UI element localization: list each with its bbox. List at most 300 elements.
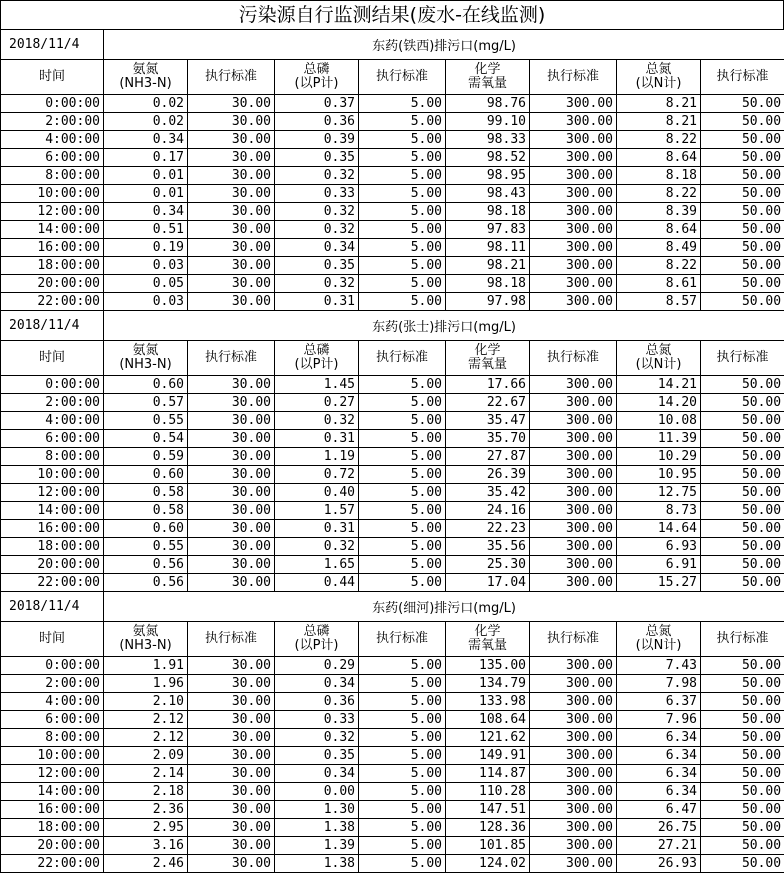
value-cell: 30.00: [188, 448, 275, 466]
value-cell: 300.00: [530, 502, 617, 520]
value-cell: 14.21: [617, 376, 701, 394]
value-cell: 30.00: [188, 185, 275, 203]
value-cell: 5.00: [359, 430, 446, 448]
value-cell: 12.75: [617, 484, 701, 502]
column-header: 执行标准: [359, 622, 446, 657]
value-cell: 0.58: [104, 484, 188, 502]
column-header: 总磷 (以P计): [275, 60, 359, 95]
time-cell: 10:00:00: [1, 466, 104, 484]
value-cell: 22.23: [446, 520, 530, 538]
value-cell: 135.00: [446, 657, 530, 675]
value-cell: 0.02: [104, 113, 188, 131]
value-cell: 0.35: [275, 149, 359, 167]
value-cell: 17.04: [446, 574, 530, 592]
value-cell: 30.00: [188, 167, 275, 185]
value-cell: 5.00: [359, 448, 446, 466]
value-cell: 2.36: [104, 801, 188, 819]
value-cell: 0.35: [275, 257, 359, 275]
value-cell: 2.14: [104, 765, 188, 783]
value-cell: 30.00: [188, 221, 275, 239]
column-header: 时间: [1, 60, 104, 95]
time-cell: 8:00:00: [1, 729, 104, 747]
value-cell: 6.37: [617, 693, 701, 711]
table-row: [1, 657, 784, 675]
value-cell: 30.00: [188, 293, 275, 311]
time-cell: 14:00:00: [1, 502, 104, 520]
value-cell: 30.00: [188, 131, 275, 149]
value-cell: 98.18: [446, 275, 530, 293]
time-cell: 2:00:00: [1, 113, 104, 131]
table-row: [1, 711, 784, 729]
time-cell: 6:00:00: [1, 430, 104, 448]
value-cell: 30.00: [188, 502, 275, 520]
value-cell: 5.00: [359, 556, 446, 574]
value-cell: 0.29: [275, 657, 359, 675]
value-cell: 1.65: [275, 556, 359, 574]
value-cell: 15.27: [617, 574, 701, 592]
value-cell: 26.75: [617, 819, 701, 837]
value-cell: 300.00: [530, 95, 617, 113]
value-cell: 300.00: [530, 239, 617, 257]
value-cell: 300.00: [530, 185, 617, 203]
column-header-row: [1, 622, 784, 657]
value-cell: 8.22: [617, 185, 701, 203]
time-cell: 14:00:00: [1, 221, 104, 239]
value-cell: 50.00: [701, 729, 784, 747]
value-cell: 50.00: [701, 520, 784, 538]
time-cell: 0:00:00: [1, 95, 104, 113]
value-cell: 50.00: [701, 675, 784, 693]
value-cell: 50.00: [701, 693, 784, 711]
value-cell: 5.00: [359, 675, 446, 693]
value-cell: 50.00: [701, 801, 784, 819]
column-header: 化学 需氧量: [446, 622, 530, 657]
value-cell: 35.47: [446, 412, 530, 430]
value-cell: 300.00: [530, 819, 617, 837]
value-cell: 108.64: [446, 711, 530, 729]
value-cell: 50.00: [701, 657, 784, 675]
value-cell: 7.96: [617, 711, 701, 729]
value-cell: 300.00: [530, 520, 617, 538]
value-cell: 121.62: [446, 729, 530, 747]
value-cell: 25.30: [446, 556, 530, 574]
value-cell: 2.09: [104, 747, 188, 765]
value-cell: 35.56: [446, 538, 530, 556]
value-cell: 5.00: [359, 239, 446, 257]
value-cell: 27.87: [446, 448, 530, 466]
value-cell: 98.21: [446, 257, 530, 275]
value-cell: 50.00: [701, 747, 784, 765]
value-cell: 300.00: [530, 448, 617, 466]
value-cell: 2.18: [104, 783, 188, 801]
value-cell: 0.34: [275, 765, 359, 783]
time-cell: 4:00:00: [1, 412, 104, 430]
value-cell: 5.00: [359, 257, 446, 275]
value-cell: 300.00: [530, 747, 617, 765]
value-cell: 50.00: [701, 448, 784, 466]
column-header: 总氮 (以N计): [617, 60, 701, 95]
table-row: [1, 801, 784, 819]
value-cell: 50.00: [701, 765, 784, 783]
table-row: [1, 430, 784, 448]
table-row: [1, 538, 784, 556]
value-cell: 30.00: [188, 412, 275, 430]
report-title: 污染源自行监测结果(废水-在线监测): [0, 0, 784, 29]
value-cell: 2.10: [104, 693, 188, 711]
value-cell: 30.00: [188, 95, 275, 113]
table-row: [1, 221, 784, 239]
value-cell: 1.96: [104, 675, 188, 693]
value-cell: 0.36: [275, 693, 359, 711]
value-cell: 5.00: [359, 819, 446, 837]
section-header-row: [1, 30, 784, 60]
value-cell: 0.31: [275, 520, 359, 538]
value-cell: 26.93: [617, 855, 701, 873]
value-cell: 300.00: [530, 538, 617, 556]
value-cell: 30.00: [188, 801, 275, 819]
value-cell: 300.00: [530, 203, 617, 221]
value-cell: 2.46: [104, 855, 188, 873]
table-row: [1, 239, 784, 257]
value-cell: 98.52: [446, 149, 530, 167]
value-cell: 98.76: [446, 95, 530, 113]
value-cell: 98.33: [446, 131, 530, 149]
value-cell: 0.03: [104, 293, 188, 311]
value-cell: 30.00: [188, 239, 275, 257]
value-cell: 8.39: [617, 203, 701, 221]
value-cell: 110.28: [446, 783, 530, 801]
value-cell: 3.16: [104, 837, 188, 855]
value-cell: 0.39: [275, 131, 359, 149]
value-cell: 6.93: [617, 538, 701, 556]
value-cell: 0.55: [104, 412, 188, 430]
value-cell: 30.00: [188, 257, 275, 275]
value-cell: 300.00: [530, 837, 617, 855]
value-cell: 50.00: [701, 95, 784, 113]
column-header: 执行标准: [530, 60, 617, 95]
value-cell: 50.00: [701, 113, 784, 131]
value-cell: 30.00: [188, 203, 275, 221]
value-cell: 1.45: [275, 376, 359, 394]
value-cell: 300.00: [530, 412, 617, 430]
value-cell: 5.00: [359, 113, 446, 131]
value-cell: 30.00: [188, 113, 275, 131]
value-cell: 6.34: [617, 747, 701, 765]
value-cell: 5.00: [359, 538, 446, 556]
value-cell: 8.57: [617, 293, 701, 311]
value-cell: 300.00: [530, 675, 617, 693]
value-cell: 98.11: [446, 239, 530, 257]
column-header: 氨氮 (NH3-N): [104, 622, 188, 657]
time-cell: 18:00:00: [1, 257, 104, 275]
value-cell: 5.00: [359, 801, 446, 819]
value-cell: 50.00: [701, 185, 784, 203]
column-header: 执行标准: [188, 60, 275, 95]
table-row: [1, 574, 784, 592]
value-cell: 8.49: [617, 239, 701, 257]
value-cell: 300.00: [530, 257, 617, 275]
time-cell: 0:00:00: [1, 657, 104, 675]
section-date: 2018/11/4: [1, 592, 104, 622]
value-cell: 0.56: [104, 574, 188, 592]
table-row: [1, 747, 784, 765]
value-cell: 50.00: [701, 221, 784, 239]
table-row: [1, 855, 784, 873]
column-header: 氨氮 (NH3-N): [104, 341, 188, 376]
value-cell: 0.40: [275, 484, 359, 502]
value-cell: 147.51: [446, 801, 530, 819]
value-cell: 0.17: [104, 149, 188, 167]
value-cell: 6.34: [617, 765, 701, 783]
value-cell: 50.00: [701, 837, 784, 855]
value-cell: 0.60: [104, 466, 188, 484]
value-cell: 50.00: [701, 376, 784, 394]
value-cell: 30.00: [188, 275, 275, 293]
value-cell: 8.21: [617, 95, 701, 113]
value-cell: 30.00: [188, 149, 275, 167]
value-cell: 0.27: [275, 394, 359, 412]
column-header: 氨氮 (NH3-N): [104, 60, 188, 95]
table-row: [1, 131, 784, 149]
time-cell: 20:00:00: [1, 837, 104, 855]
column-header: 执行标准: [701, 341, 784, 376]
value-cell: 30.00: [188, 693, 275, 711]
value-cell: 50.00: [701, 783, 784, 801]
value-cell: 101.85: [446, 837, 530, 855]
value-cell: 0.60: [104, 520, 188, 538]
value-cell: 0.44: [275, 574, 359, 592]
value-cell: 98.18: [446, 203, 530, 221]
value-cell: 0.37: [275, 95, 359, 113]
value-cell: 300.00: [530, 131, 617, 149]
value-cell: 0.34: [275, 675, 359, 693]
value-cell: 50.00: [701, 149, 784, 167]
time-cell: 22:00:00: [1, 293, 104, 311]
value-cell: 0.05: [104, 275, 188, 293]
value-cell: 5.00: [359, 131, 446, 149]
value-cell: 0.72: [275, 466, 359, 484]
value-cell: 300.00: [530, 783, 617, 801]
value-cell: 300.00: [530, 293, 617, 311]
value-cell: 1.38: [275, 855, 359, 873]
value-cell: 50.00: [701, 257, 784, 275]
time-cell: 12:00:00: [1, 484, 104, 502]
value-cell: 300.00: [530, 801, 617, 819]
value-cell: 50.00: [701, 538, 784, 556]
value-cell: 97.98: [446, 293, 530, 311]
value-cell: 30.00: [188, 711, 275, 729]
column-header: 总氮 (以N计): [617, 622, 701, 657]
value-cell: 5.00: [359, 855, 446, 873]
value-cell: 30.00: [188, 466, 275, 484]
value-cell: 2.12: [104, 711, 188, 729]
value-cell: 5.00: [359, 167, 446, 185]
value-cell: 30.00: [188, 430, 275, 448]
time-cell: 20:00:00: [1, 556, 104, 574]
value-cell: 1.91: [104, 657, 188, 675]
value-cell: 5.00: [359, 574, 446, 592]
value-cell: 10.29: [617, 448, 701, 466]
value-cell: 8.22: [617, 131, 701, 149]
value-cell: 50.00: [701, 394, 784, 412]
time-cell: 2:00:00: [1, 394, 104, 412]
value-cell: 6.34: [617, 783, 701, 801]
value-cell: 0.02: [104, 95, 188, 113]
column-header: 执行标准: [701, 622, 784, 657]
value-cell: 30.00: [188, 747, 275, 765]
value-cell: 10.08: [617, 412, 701, 430]
table-row: [1, 765, 784, 783]
time-cell: 16:00:00: [1, 239, 104, 257]
table-row: [1, 837, 784, 855]
value-cell: 124.02: [446, 855, 530, 873]
value-cell: 300.00: [530, 556, 617, 574]
value-cell: 8.61: [617, 275, 701, 293]
value-cell: 26.39: [446, 466, 530, 484]
value-cell: 30.00: [188, 520, 275, 538]
value-cell: 5.00: [359, 95, 446, 113]
value-cell: 0.32: [275, 412, 359, 430]
value-cell: 0.00: [275, 783, 359, 801]
value-cell: 114.87: [446, 765, 530, 783]
table-row: [1, 520, 784, 538]
value-cell: 7.98: [617, 675, 701, 693]
column-header: 总磷 (以P计): [275, 341, 359, 376]
column-header: 时间: [1, 622, 104, 657]
value-cell: 50.00: [701, 466, 784, 484]
time-cell: 12:00:00: [1, 765, 104, 783]
value-cell: 99.10: [446, 113, 530, 131]
table-row: [1, 257, 784, 275]
value-cell: 35.70: [446, 430, 530, 448]
column-header: 执行标准: [530, 341, 617, 376]
value-cell: 5.00: [359, 149, 446, 167]
value-cell: 17.66: [446, 376, 530, 394]
value-cell: 0.32: [275, 203, 359, 221]
value-cell: 300.00: [530, 466, 617, 484]
value-cell: 50.00: [701, 556, 784, 574]
value-cell: 50.00: [701, 819, 784, 837]
value-cell: 5.00: [359, 729, 446, 747]
column-header: 总氮 (以N计): [617, 341, 701, 376]
value-cell: 5.00: [359, 203, 446, 221]
value-cell: 50.00: [701, 412, 784, 430]
table-row: [1, 729, 784, 747]
value-cell: 5.00: [359, 275, 446, 293]
table-row: [1, 783, 784, 801]
time-cell: 10:00:00: [1, 747, 104, 765]
value-cell: 0.32: [275, 729, 359, 747]
value-cell: 24.16: [446, 502, 530, 520]
column-header-row: [1, 341, 784, 376]
value-cell: 300.00: [530, 484, 617, 502]
time-cell: 16:00:00: [1, 801, 104, 819]
table-row: [1, 95, 784, 113]
value-cell: 11.39: [617, 430, 701, 448]
value-cell: 0.32: [275, 221, 359, 239]
table-row: [1, 675, 784, 693]
value-cell: 0.33: [275, 711, 359, 729]
value-cell: 5.00: [359, 765, 446, 783]
table-row: [1, 412, 784, 430]
value-cell: 5.00: [359, 520, 446, 538]
value-cell: 2.12: [104, 729, 188, 747]
value-cell: 1.38: [275, 819, 359, 837]
value-cell: 0.34: [275, 239, 359, 257]
value-cell: 300.00: [530, 167, 617, 185]
value-cell: 0.54: [104, 430, 188, 448]
value-cell: 30.00: [188, 394, 275, 412]
value-cell: 50.00: [701, 430, 784, 448]
section-header-row: [1, 592, 784, 622]
value-cell: 35.42: [446, 484, 530, 502]
value-cell: 5.00: [359, 837, 446, 855]
value-cell: 30.00: [188, 574, 275, 592]
value-cell: 5.00: [359, 693, 446, 711]
column-header: 执行标准: [188, 622, 275, 657]
column-header: 化学 需氧量: [446, 60, 530, 95]
column-header: 总磷 (以P计): [275, 622, 359, 657]
time-cell: 8:00:00: [1, 448, 104, 466]
value-cell: 5.00: [359, 221, 446, 239]
value-cell: 8.64: [617, 221, 701, 239]
value-cell: 30.00: [188, 657, 275, 675]
value-cell: 133.98: [446, 693, 530, 711]
value-cell: 300.00: [530, 657, 617, 675]
value-cell: 5.00: [359, 376, 446, 394]
value-cell: 27.21: [617, 837, 701, 855]
value-cell: 14.20: [617, 394, 701, 412]
value-cell: 300.00: [530, 149, 617, 167]
value-cell: 0.33: [275, 185, 359, 203]
value-cell: 0.36: [275, 113, 359, 131]
value-cell: 1.57: [275, 502, 359, 520]
value-cell: 0.34: [104, 203, 188, 221]
value-cell: 30.00: [188, 765, 275, 783]
table-row: [1, 502, 784, 520]
value-cell: 300.00: [530, 574, 617, 592]
value-cell: 5.00: [359, 747, 446, 765]
value-cell: 30.00: [188, 819, 275, 837]
time-cell: 10:00:00: [1, 185, 104, 203]
value-cell: 300.00: [530, 855, 617, 873]
column-header: 时间: [1, 341, 104, 376]
value-cell: 0.34: [104, 131, 188, 149]
value-cell: 50.00: [701, 239, 784, 257]
value-cell: 8.64: [617, 149, 701, 167]
value-cell: 300.00: [530, 693, 617, 711]
table-row: [1, 448, 784, 466]
value-cell: 8.18: [617, 167, 701, 185]
monitoring-table: [0, 29, 784, 873]
value-cell: 300.00: [530, 275, 617, 293]
value-cell: 98.95: [446, 167, 530, 185]
column-header-row: [1, 60, 784, 95]
section-date: 2018/11/4: [1, 311, 104, 341]
value-cell: 5.00: [359, 466, 446, 484]
time-cell: 6:00:00: [1, 149, 104, 167]
value-cell: 30.00: [188, 729, 275, 747]
value-cell: 30.00: [188, 556, 275, 574]
time-cell: 18:00:00: [1, 538, 104, 556]
value-cell: 6.47: [617, 801, 701, 819]
value-cell: 300.00: [530, 765, 617, 783]
value-cell: 5.00: [359, 293, 446, 311]
time-cell: 4:00:00: [1, 693, 104, 711]
value-cell: 0.32: [275, 167, 359, 185]
value-cell: 6.91: [617, 556, 701, 574]
value-cell: 8.73: [617, 502, 701, 520]
